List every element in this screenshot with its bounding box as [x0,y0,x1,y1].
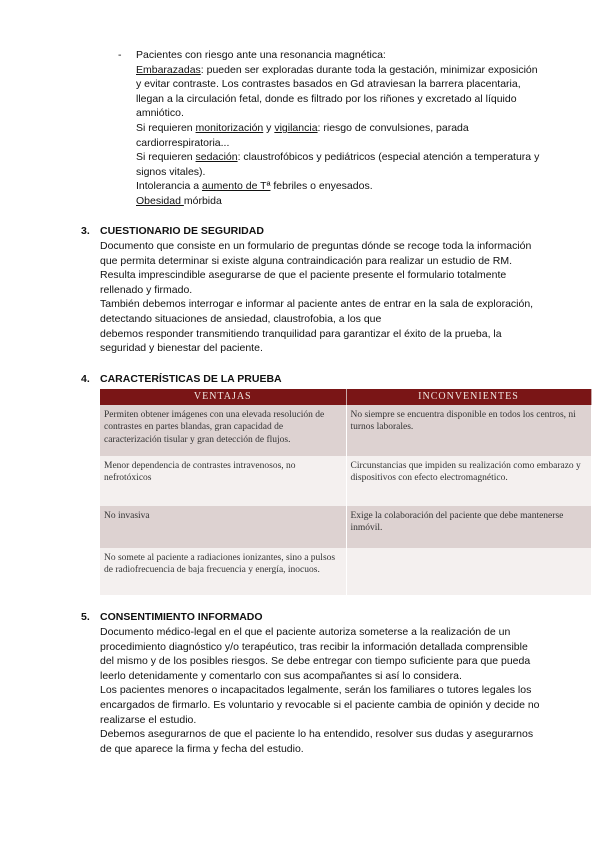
section-consentimiento [81,610,540,756]
paragraph: Los pacientes menores o incapacitados legalmente, serán los familiares o tutores legales los encargados de firmarlo. Es voluntario y revocable si el paciente cambia de opinión y decide no realizarse el estudio. [100,684,540,726]
column-header-ventajas: VENTAJAS [100,389,346,405]
section-heading: 4. CARACTERÍSTICAS DE LA PRUEBA [81,373,282,385]
paragraph: Documento médico-legal en el que el paciente autoriza someterse a la realización de un procedimiento diagnóstico y/o terapéutico, tras recibir la información detallada comprensible del mismo y de los posibles riesgos. Se debe entregar con tiempo suficiente para que pueda leerlo detenidamente y comentarlo con sus acompañantes si así lo considera. [100,626,531,682]
table-row [100,548,591,595]
table-cell: Permiten obtener imágenes con una elevada resolución de contrastes en partes blandas, gran capacidad de caracterización tisular y gran detección de flujos. [100,405,346,456]
section-caracteristicas [81,372,540,386]
paragraph: También debemos interrogar e informar al paciente antes de entrar en la sala de exploración, detectando situaciones de ansiedad, claustrofobia, a los que [100,298,534,325]
bullet-dash: - [118,49,122,61]
risk-intolerancia: Intolerancia a aumento de Tª febriles o enyesados. [136,180,373,193]
table-cell: No siempre se encuentra disponible en todos los centros, ni turnos laborales. [346,405,591,456]
table-cell: No somete al paciente a radiaciones ionizantes, sino a pulsos de radiofrecuencia de baja frecuencia y energía, inocuos. [100,548,346,595]
table-row [100,405,591,456]
table-header-row [100,389,591,405]
table-cell: Circunstancias que impiden su realización como embarazo y dispositivos con efecto electromagnético. [346,456,591,506]
table-row [100,506,591,548]
risk-sedacion: Si requieren sedación: claustrofóbicos y pediátricos (especial atención a temperatura y signos vitales). [136,151,540,178]
table-cell: Exige la colaboración del paciente que debe mantenerse inmóvil. [346,506,591,548]
pros-cons-table [100,389,592,595]
column-header-inconvenientes: INCONVENIENTES [346,389,591,405]
table-cell: Menor dependencia de contrastes intravenosos, no nefrotóxicos [100,456,346,506]
risk-embarazadas: Embarazadas: pueden ser exploradas durante toda la gestación, minimizar exposición y evitar contraste. Los contrastes basados en Gd atraviesan la barrera placentaria, llegan a la circulación fetal, donde es filtrado por los riñones y excretado al líquido amniótico. [136,63,538,120]
table-cell: No invasiva [100,506,346,548]
section-heading: 3. CUESTIONARIO DE SEGURIDAD [81,225,264,237]
paragraph: debemos responder transmitiendo tranquilidad para garantizar el éxito de la prueba, la seguridad y bienestar del paciente. [100,327,502,355]
section-heading: 5. CONSENTIMIENTO INFORMADO [81,611,263,623]
risk-intro: Pacientes con riesgo ante una resonancia magnética: [136,49,386,61]
risk-obesidad: Obesidad mórbida [136,194,222,207]
risk-monitorizacion: Si requieren monitorización y vigilancia: riesgo de convulsiones, parada cardiorrespiratoria... [136,121,469,149]
table-cell [346,548,591,595]
paragraph: Debemos asegurarnos de que el paciente lo ha entendido, resolver sus dudas y asegurarnos de que aparece la firma y fecha del estudio. [100,728,534,755]
section-cuestionario [81,224,540,356]
table-row [100,456,591,506]
paragraph: Documento que consiste en un formulario de preguntas dónde se recoge toda la información que permita determinar si existe alguna contraindicación para realizar un estudio de RM. Resulta imprescindible asegurarse de que el paciente presente el formulario totalmente rellenado y firmado. [100,240,532,296]
risk-patients-list [118,48,541,209]
